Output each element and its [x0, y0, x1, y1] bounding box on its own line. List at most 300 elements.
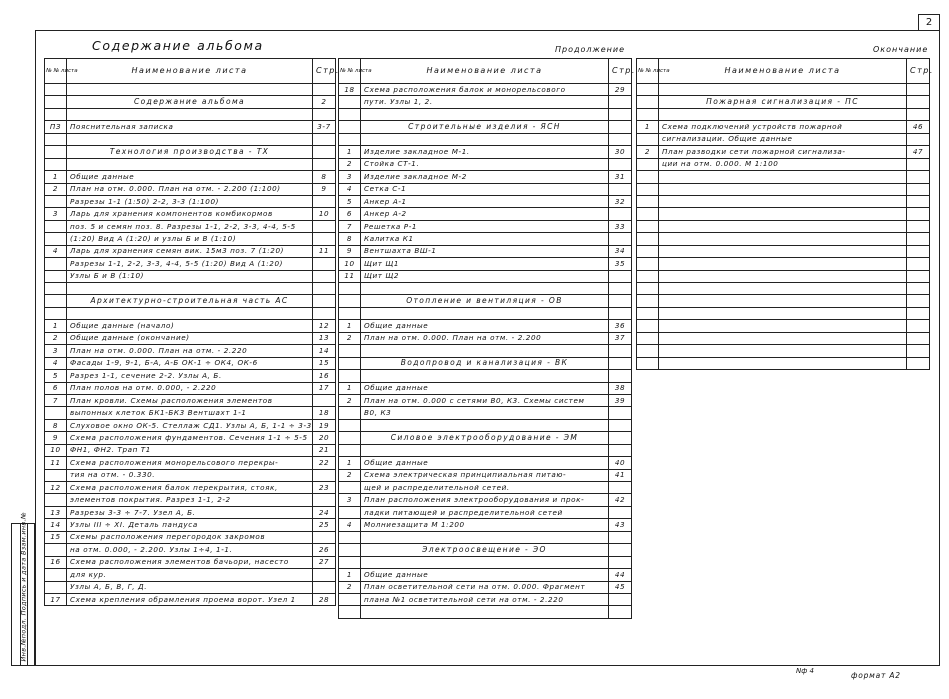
- sheet-num-cell: 6: [45, 382, 67, 394]
- sheet-name-cell: План разводки сети пожарной сигнализа-: [659, 146, 907, 158]
- page-cell: 42: [609, 494, 632, 506]
- sheet-name-cell: [659, 220, 907, 232]
- sheet-name-cell: Схема электрическая принципиальная питаю-: [361, 469, 609, 481]
- sheet-num-cell: [339, 307, 361, 319]
- page-cell: 36: [609, 320, 632, 332]
- table-row: [45, 357, 336, 369]
- table-row: [339, 531, 632, 543]
- sheet-name-cell: [361, 307, 609, 319]
- sheet-num-cell: [339, 482, 361, 494]
- sheet-name-cell: [659, 233, 907, 245]
- sheet-num-cell: [637, 84, 659, 96]
- page-cell: [907, 133, 930, 145]
- header-name: Наименование листа: [361, 59, 609, 84]
- table-row: [637, 320, 930, 332]
- page-cell: 18: [313, 407, 336, 419]
- table-row: [45, 569, 336, 581]
- table-row: [45, 482, 336, 494]
- sheet-num-cell: [637, 258, 659, 270]
- sheet-num-cell: 15: [45, 531, 67, 543]
- page-cell: [313, 469, 336, 481]
- sheet-name-cell: План на отм. 0.000. План на отм. - 2.200: [361, 332, 609, 344]
- table-row: [45, 208, 336, 220]
- sheet-name-cell: Узлы А, Б, В, Г, Д.: [67, 581, 313, 593]
- page-cell: [907, 171, 930, 183]
- table-row: [339, 581, 632, 593]
- sheet-num-cell: [339, 108, 361, 120]
- page-cell: 16: [313, 370, 336, 382]
- section-title-cell: Строительные изделия - ЯСН: [361, 121, 609, 133]
- sheet-name-cell: Вентшахта ВШ-1: [361, 245, 609, 257]
- page-cell: 37: [609, 332, 632, 344]
- sheet-num-cell: [637, 220, 659, 232]
- table-row: [45, 506, 336, 518]
- table-row: [45, 432, 336, 444]
- sheet-num-cell: [637, 171, 659, 183]
- table-row: [339, 519, 632, 531]
- sheet-name-cell: элементов покрытия. Разрез 1-1, 2-2: [67, 494, 313, 506]
- page-cell: [313, 195, 336, 207]
- table-row: [45, 581, 336, 593]
- page-cell: [609, 593, 632, 605]
- page-cell: 35: [609, 258, 632, 270]
- table-row: [339, 357, 632, 369]
- sheet-name-cell: Слуховое окно ОК-5. Стеллаж СД1. Узлы А, Б, 1-1 ÷ 3-3: [67, 419, 313, 431]
- table-row: [339, 183, 632, 195]
- table-row: [45, 133, 336, 145]
- sheet-num-cell: 2: [339, 158, 361, 170]
- sheet-name-cell: Схема расположения фундаментов. Сечения 1-1 ÷ 5-5: [67, 432, 313, 444]
- page-cell: [313, 133, 336, 145]
- header-num: № № листа: [339, 59, 361, 84]
- sheet-name-cell: Калитка К1: [361, 233, 609, 245]
- sheet-name-cell: [659, 320, 907, 332]
- page-cell: [609, 556, 632, 568]
- sheet-num-cell: [45, 146, 67, 158]
- table-row: [339, 544, 632, 556]
- page-cell: [313, 295, 336, 307]
- sheet-num-cell: [339, 370, 361, 382]
- page-cell: [907, 195, 930, 207]
- page-cell: [609, 444, 632, 456]
- sheet-name-cell: Схема подключений устройств пожарной: [659, 121, 907, 133]
- sheet-name-cell: План кровли. Схемы расположения элементов: [67, 394, 313, 406]
- sheet-name-cell: сигнализации. Общие данные: [659, 133, 907, 145]
- sheet-num-cell: [637, 96, 659, 108]
- table-row: [45, 544, 336, 556]
- page-cell: [609, 531, 632, 543]
- sheet-name-cell: для кур.: [67, 569, 313, 581]
- page-cell: [609, 233, 632, 245]
- table-row: [339, 606, 632, 618]
- table-row: [637, 171, 930, 183]
- sheet-name-cell: План на отм. 0.000. План на отм. - 2.200 (1:100): [67, 183, 313, 195]
- page-cell: 14: [313, 345, 336, 357]
- table-row: [339, 220, 632, 232]
- table-row: [339, 96, 632, 108]
- table-row: [45, 469, 336, 481]
- contents-table-3: [636, 58, 934, 370]
- table-row: [45, 332, 336, 344]
- page-cell: 30: [609, 146, 632, 158]
- sheet-name-cell: [67, 133, 313, 145]
- page-cell: [609, 345, 632, 357]
- sheet-num-cell: 11: [339, 270, 361, 282]
- sheet-name-cell: Общие данные: [67, 171, 313, 183]
- page-cell: 3-7: [313, 121, 336, 133]
- table-row: [45, 233, 336, 245]
- sheet-name-cell: Изделие закладное М-1.: [361, 146, 609, 158]
- table-row: [637, 245, 930, 257]
- sheet-num-cell: [45, 407, 67, 419]
- page-cell: [313, 158, 336, 170]
- page-cell: 32: [609, 195, 632, 207]
- sheet-num-cell: [45, 569, 67, 581]
- page-cell: [609, 307, 632, 319]
- sheet-num-cell: [637, 295, 659, 307]
- sheet-name-cell: ции на отм. 0.000. М 1:100: [659, 158, 907, 170]
- sheet-num-cell: 4: [45, 357, 67, 369]
- table-row: [45, 593, 336, 605]
- page-cell: 10: [313, 208, 336, 220]
- page-cell: 19: [313, 419, 336, 431]
- page-cell: [609, 108, 632, 120]
- sheet-name-cell: [659, 307, 907, 319]
- sheet-name-cell: Сетка С-1: [361, 183, 609, 195]
- sheet-num-cell: [339, 295, 361, 307]
- sheet-num-cell: [339, 432, 361, 444]
- page-cell: [907, 84, 930, 96]
- sheet-num-cell: [339, 606, 361, 618]
- page-cell: 21: [313, 444, 336, 456]
- table-row: [339, 432, 632, 444]
- sheet-num-cell: 8: [45, 419, 67, 431]
- table-row: [45, 84, 336, 96]
- table-row: [45, 270, 336, 282]
- sheet-name-cell: Разрезы 3-3 ÷ 7-7. Узел А, Б.: [67, 506, 313, 518]
- table-row: [45, 531, 336, 543]
- sheet-num-cell: [339, 133, 361, 145]
- page-cell: [907, 220, 930, 232]
- sheet-num-cell: [45, 84, 67, 96]
- table-row: [637, 133, 930, 145]
- header-page: Стр.: [609, 59, 632, 84]
- sheet-num-cell: [45, 295, 67, 307]
- sheet-name-cell: [67, 283, 313, 295]
- sheet-name-cell: Общие данные: [361, 382, 609, 394]
- sheet-name-cell: План осветительной сети на отм. 0.000. Фрагмент: [361, 581, 609, 593]
- sheet-name-cell: Анкер А-1: [361, 195, 609, 207]
- page-cell: 28: [313, 593, 336, 605]
- table-row: [45, 382, 336, 394]
- sheet-num-cell: 11: [45, 457, 67, 469]
- table-row: [637, 121, 930, 133]
- table-row: [45, 494, 336, 506]
- sheet-num-cell: [339, 531, 361, 543]
- table-row: [637, 146, 930, 158]
- page-cell: [609, 270, 632, 282]
- sheet-num-cell: 2: [339, 581, 361, 593]
- sheet-num-cell: 5: [339, 195, 361, 207]
- page-cell: [907, 357, 930, 369]
- table-row: [339, 345, 632, 357]
- sheet-name-cell: [361, 108, 609, 120]
- sheet-num-cell: 18: [339, 84, 361, 96]
- sheet-num-cell: [339, 544, 361, 556]
- sheet-num-cell: [637, 208, 659, 220]
- sheet-name-cell: Изделие закладное М-2: [361, 171, 609, 183]
- page-cell: [609, 506, 632, 518]
- page-cell: 12: [313, 320, 336, 332]
- sheet-num-cell: [339, 345, 361, 357]
- table-row: [339, 332, 632, 344]
- page-cell: 40: [609, 457, 632, 469]
- section-title-cell: Силовое электрооборудование - ЭМ: [361, 432, 609, 444]
- sheet-name-cell: В0, К3: [361, 407, 609, 419]
- sheet-num-cell: [45, 581, 67, 593]
- table-row: [637, 158, 930, 170]
- sheet-num-cell: ПЗ: [45, 121, 67, 133]
- sheet-name-cell: Пояснительная записка: [67, 121, 313, 133]
- section-title-cell: Архитектурно-строительная часть АС: [67, 295, 313, 307]
- sheet-name-cell: Узлы III ÷ XI. Деталь пандуса: [67, 519, 313, 531]
- sheet-name-cell: [361, 133, 609, 145]
- sheet-name-cell: [659, 195, 907, 207]
- sheet-num-cell: [45, 96, 67, 108]
- sheet-num-cell: [45, 195, 67, 207]
- table-row: [45, 419, 336, 431]
- table-row: [339, 569, 632, 581]
- page-cell: 34: [609, 245, 632, 257]
- page-cell: 47: [907, 146, 930, 158]
- table-row: [339, 494, 632, 506]
- page-cell: 2: [313, 96, 336, 108]
- sheet-name-cell: [67, 108, 313, 120]
- sheet-name-cell: [659, 258, 907, 270]
- table-row: [339, 407, 632, 419]
- sheet-num-cell: [637, 108, 659, 120]
- section-title-cell: Отопление и вентиляция - ОВ: [361, 295, 609, 307]
- sheet-num-cell: [45, 133, 67, 145]
- sheet-num-cell: [637, 307, 659, 319]
- table-row: [339, 307, 632, 319]
- sheet-num-cell: 3: [45, 208, 67, 220]
- page-cell: 22: [313, 457, 336, 469]
- page-cell: [907, 283, 930, 295]
- sheet-name-cell: Общие данные: [361, 320, 609, 332]
- sheet-num-cell: 4: [45, 245, 67, 257]
- page-cell: 38: [609, 382, 632, 394]
- final-label: Окончание: [873, 45, 929, 54]
- page-cell: 39: [609, 394, 632, 406]
- sheet-num-cell: 8: [339, 233, 361, 245]
- contents-table-2: [338, 58, 636, 619]
- page-cell: [609, 544, 632, 556]
- page-cell: [907, 295, 930, 307]
- sheet-num-cell: [339, 556, 361, 568]
- table-row: [339, 121, 632, 133]
- page-cell: [313, 108, 336, 120]
- table-row: [45, 158, 336, 170]
- table-row: [45, 519, 336, 531]
- sheet-name-cell: [659, 245, 907, 257]
- table-row: [637, 295, 930, 307]
- sheet-name-cell: Анкер А-2: [361, 208, 609, 220]
- page-cell: [609, 183, 632, 195]
- header-num: № № листа: [637, 59, 659, 84]
- page-cell: 20: [313, 432, 336, 444]
- table-row: [45, 407, 336, 419]
- sheet-num-cell: 10: [339, 258, 361, 270]
- page-cell: [609, 158, 632, 170]
- sheet-name-cell: План расположения электрооборудования и прок-: [361, 494, 609, 506]
- sheet-num-cell: [637, 245, 659, 257]
- sheet-num-cell: 3: [339, 494, 361, 506]
- sheet-num-cell: 1: [339, 382, 361, 394]
- table-row: [637, 195, 930, 207]
- sheet-num-cell: 1: [339, 457, 361, 469]
- sheet-name-cell: Щит Щ2: [361, 270, 609, 282]
- page-cell: [313, 258, 336, 270]
- header-page: Стр.: [907, 59, 930, 84]
- table-row: [45, 195, 336, 207]
- page-cell: [907, 320, 930, 332]
- sheet-num-cell: [45, 307, 67, 319]
- sheet-num-cell: 16: [45, 556, 67, 568]
- page-cell: [313, 531, 336, 543]
- page-cell: [313, 283, 336, 295]
- sheet-num-cell: [45, 544, 67, 556]
- section-title-cell: Технология производства - ТХ: [67, 146, 313, 158]
- table-row: [339, 108, 632, 120]
- sheet-num-cell: [45, 270, 67, 282]
- sheet-name-cell: Фасады 1-9, 9-1, Б-А, А-Б ОК-1 ÷ ОК4, ОК-6: [67, 357, 313, 369]
- sheet-name-cell: Молниезащита М 1:200: [361, 519, 609, 531]
- page-cell: 15: [313, 357, 336, 369]
- page-cell: [313, 581, 336, 593]
- table-row: [637, 96, 930, 108]
- sheet-name-cell: ФН1, ФН2. Трап Т1: [67, 444, 313, 456]
- page-cell: [907, 258, 930, 270]
- sheet-num-cell: 3: [339, 171, 361, 183]
- sheet-name-cell: [361, 419, 609, 431]
- sheet-name-cell: [361, 606, 609, 618]
- sheet-name-cell: [361, 370, 609, 382]
- sheet-num-cell: [637, 133, 659, 145]
- sheet-num-cell: 1: [637, 121, 659, 133]
- table-row: [637, 258, 930, 270]
- continued-label: Продолжение: [555, 45, 626, 54]
- table-row: [637, 345, 930, 357]
- sheet-name-cell: План на отм. 0.000 с сетями В0, К3. Схемы систем: [361, 394, 609, 406]
- sheet-name-cell: [67, 307, 313, 319]
- table-row: [637, 220, 930, 232]
- page-cell: [609, 208, 632, 220]
- sheet-name-cell: Общие данные: [361, 569, 609, 581]
- sheet-name-cell: Общие данные (окончание): [67, 332, 313, 344]
- sheet-name-cell: Разрезы 1-1 (1:50) 2-2, 3-3 (1:100): [67, 195, 313, 207]
- sheet-name-cell: [659, 357, 907, 369]
- table-row: [339, 593, 632, 605]
- page-cell: 46: [907, 121, 930, 133]
- table-row: [339, 444, 632, 456]
- sheet-num-cell: [45, 158, 67, 170]
- sheet-num-cell: [339, 121, 361, 133]
- table-row: [637, 208, 930, 220]
- sheet-name-cell: [659, 108, 907, 120]
- page-cell: [907, 96, 930, 108]
- page-cell: [609, 482, 632, 494]
- page-cell: [313, 394, 336, 406]
- sheet-num-cell: [339, 444, 361, 456]
- side-stamp: [11, 512, 35, 666]
- sheet-num-cell: 7: [45, 394, 67, 406]
- table-row: [339, 133, 632, 145]
- page-cell: [609, 407, 632, 419]
- page-cell: 11: [313, 245, 336, 257]
- page-cell: [907, 270, 930, 282]
- sheet-name-cell: Стойка СТ-1.: [361, 158, 609, 170]
- sheet-num-cell: [339, 357, 361, 369]
- table-row: [339, 469, 632, 481]
- sheet-name-cell: тия на отм. - 0.330.: [67, 469, 313, 481]
- sheet-num-cell: 2: [45, 183, 67, 195]
- sheet-num-cell: 1: [339, 320, 361, 332]
- table-row: [45, 146, 336, 158]
- page-cell: 25: [313, 519, 336, 531]
- sheet-num-cell: [339, 407, 361, 419]
- page-cell: [907, 345, 930, 357]
- sheet-num-cell: 6: [339, 208, 361, 220]
- sheet-name-cell: [361, 531, 609, 543]
- sheet-num-cell: [637, 270, 659, 282]
- signature: Nф 4: [796, 667, 814, 675]
- table-row: [637, 283, 930, 295]
- page-cell: 41: [609, 469, 632, 481]
- page-cell: 33: [609, 220, 632, 232]
- table-row: [45, 295, 336, 307]
- page-cell: [609, 295, 632, 307]
- table-row: [339, 171, 632, 183]
- table-row: [339, 233, 632, 245]
- table-row: [339, 556, 632, 568]
- table-row: [45, 245, 336, 257]
- header-name: Наименование листа: [659, 59, 907, 84]
- sheet-name-cell: [659, 183, 907, 195]
- header-num: № № листа: [45, 59, 67, 84]
- sheet-name-cell: [659, 332, 907, 344]
- sheet-num-cell: [45, 220, 67, 232]
- page-cell: [313, 270, 336, 282]
- sheet-name-cell: [659, 270, 907, 282]
- table-row: [45, 96, 336, 108]
- table-row: [339, 295, 632, 307]
- sheet-name-cell: поз. 5 и семян поз. 8. Разрезы 1-1, 2-2, 3-3, 4-4, 5-5: [67, 220, 313, 232]
- sheet-name-cell: [361, 556, 609, 568]
- table-row: [45, 345, 336, 357]
- sheet-num-cell: [339, 419, 361, 431]
- sheet-num-cell: 12: [45, 482, 67, 494]
- sheet-name-cell: (1:20) Вид А (1:20) и узлы Б и В (1:10): [67, 233, 313, 245]
- page-cell: [313, 307, 336, 319]
- page-cell: [313, 146, 336, 158]
- page-cell: [313, 569, 336, 581]
- sheet-name-cell: [659, 345, 907, 357]
- table-row: [45, 171, 336, 183]
- sheet-num-cell: 9: [45, 432, 67, 444]
- page-cell: [609, 283, 632, 295]
- header-name: Наименование листа: [67, 59, 313, 84]
